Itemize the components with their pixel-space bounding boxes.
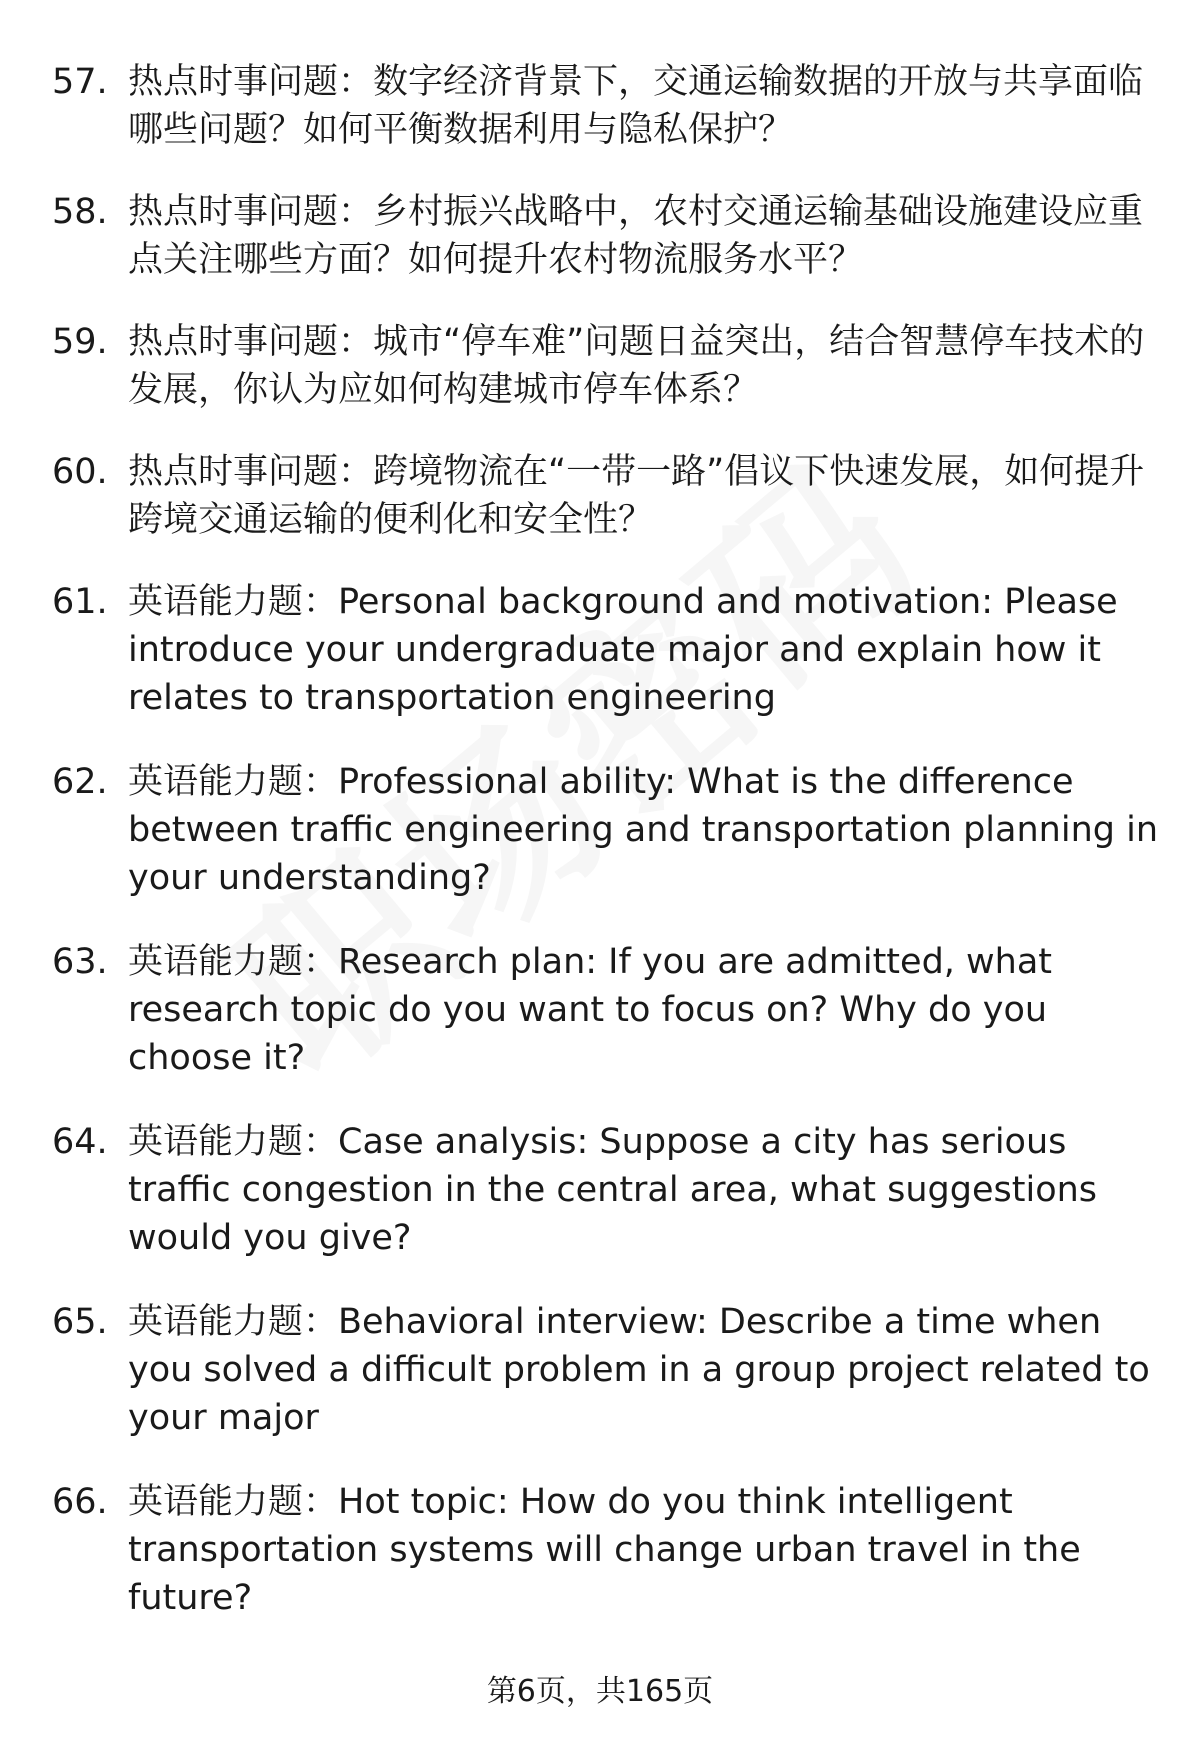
question-list: [52, 58, 1162, 1658]
page-footer: 第6页，共165页: [486, 1674, 714, 1709]
list-item: [52, 318, 1162, 414]
question-category: 英语能力题：: [128, 942, 339, 982]
question-category: 英语能力题：: [128, 582, 339, 622]
question-text: 乡村振兴战略中，农村交通运输基础设施建设应重点关注哪些方面？如何提升农村物流服务水平？: [128, 192, 1144, 280]
question-body: [128, 1118, 1162, 1262]
question-category: 英语能力题：: [128, 1302, 339, 1342]
question-number: 60.: [52, 452, 108, 492]
question-text: Hot topic: How do you think intelligent transportation systems will change urban travel in the future?: [128, 1482, 1081, 1618]
list-item: [52, 1478, 1162, 1622]
list-item: [52, 938, 1162, 1082]
question-category: 英语能力题：: [128, 1122, 339, 1162]
list-item: [52, 1118, 1162, 1262]
question-body: [128, 188, 1162, 284]
question-text: Personal background and motivation: Please introduce your undergraduate major and explain how it relates to transportation engineering: [128, 582, 1118, 718]
question-category: 热点时事问题：: [128, 452, 374, 492]
question-body: [128, 1298, 1162, 1442]
question-number: 58.: [52, 192, 108, 232]
question-body: [128, 578, 1162, 722]
question-body: [128, 318, 1162, 414]
list-item: [52, 578, 1162, 722]
question-number: 66.: [52, 1482, 108, 1522]
question-number: 65.: [52, 1302, 108, 1342]
list-item: [52, 58, 1162, 154]
question-category: 热点时事问题：: [128, 192, 374, 232]
question-number: 64.: [52, 1122, 108, 1162]
list-item: [52, 188, 1162, 284]
question-number: 57.: [52, 62, 108, 102]
question-number: 62.: [52, 762, 108, 802]
list-item: [52, 758, 1162, 902]
question-category: 英语能力题：: [128, 762, 339, 802]
question-text: Case analysis: Suppose a city has serious traffic congestion in the central area, what suggestions would you give?: [128, 1122, 1098, 1258]
question-number: 61.: [52, 582, 108, 622]
question-body: [128, 1478, 1162, 1622]
question-body: [128, 938, 1162, 1082]
question-text: 数字经济背景下，交通运输数据的开放与共享面临哪些问题？如何平衡数据利用与隐私保护？: [128, 62, 1144, 150]
list-item: [52, 1298, 1162, 1442]
question-body: [128, 58, 1162, 154]
question-number: 63.: [52, 942, 108, 982]
question-text: Research plan: If you are admitted, what research topic do you want to focus on? Why do you choose it?: [128, 942, 1053, 1078]
question-category: 热点时事问题：: [128, 62, 374, 102]
question-number: 59.: [52, 322, 108, 362]
question-text: Professional ability: What is the difference between traffic engineering and transportation planning in your understanding?: [128, 762, 1159, 898]
list-item: [52, 448, 1162, 544]
question-text: 城市“停车难”问题日益突出，结合智慧停车技术的发展，你认为应如何构建城市停车体系？: [128, 322, 1145, 410]
question-text: Behavioral interview: Describe a time when you solved a difficult problem in a group project related to your major: [128, 1302, 1150, 1438]
question-text: 跨境物流在“一带一路”倡议下快速发展，如何提升跨境交通运输的便利化和安全性？: [128, 452, 1145, 540]
question-category: 热点时事问题：: [128, 322, 374, 362]
question-category: 英语能力题：: [128, 1482, 339, 1522]
question-body: [128, 758, 1162, 902]
question-body: [128, 448, 1162, 544]
